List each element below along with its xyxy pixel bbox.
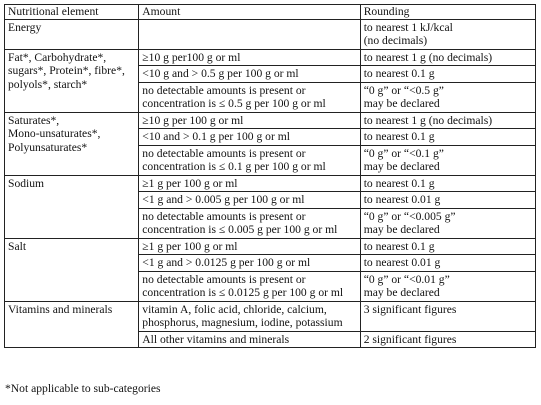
header-nutritional-element: Nutritional element (5, 5, 139, 20)
element-cell-saturates: Saturates*, Mono-unsaturates*, Polyunsaturates* (5, 112, 139, 175)
footnote: *Not applicable to sub-categories (5, 382, 161, 395)
element-cell-vitamins: Vitamins and minerals (5, 301, 139, 348)
nutrition-rounding-table (4, 4, 536, 348)
table-header-row (5, 5, 536, 20)
table-row (5, 301, 536, 331)
amount-cell: no detectable amounts is present or concentration is ≤ 0.0125 g per 100 g or ml (139, 271, 360, 301)
amount-cell: ≥1 g per 100 g or ml (139, 175, 360, 192)
rounding-cell: to nearest 1 g (no decimals) (360, 112, 535, 129)
amount-cell: <1 g and > 0.0125 g per 100 g or ml (139, 255, 360, 272)
rounding-cell: to nearest 0.1 g (360, 175, 535, 192)
rounding-cell: 2 significant figures (360, 331, 535, 348)
amount-cell: <10 and > 0.1 g per 100 g or ml (139, 129, 360, 146)
element-cell-sodium: Sodium (5, 175, 139, 238)
rounding-cell: 3 significant figures (360, 301, 535, 331)
header-rounding: Rounding (360, 5, 535, 20)
element-cell-fat: Fat*, Carbohydrate*, sugars*, Protein*, fibre*, polyols*, starch* (5, 49, 139, 112)
rounding-cell: to nearest 1 kJ/kcal (no decimals) (360, 19, 535, 49)
amount-cell: no detectable amounts is present or concentration is ≤ 0.5 g per 100 g or ml (139, 82, 360, 112)
element-cell-energy: Energy (5, 19, 139, 49)
table-row (5, 112, 536, 129)
amount-cell: <10 g and > 0.5 g per 100 g or ml (139, 66, 360, 83)
amount-cell: vitamin A, folic acid, chloride, calcium, phosphorus, magnesium, iodine, potassium (139, 301, 360, 331)
amount-cell: ≥10 g per100 g or ml (139, 49, 360, 66)
rounding-cell: to nearest 1 g (no decimals) (360, 49, 535, 66)
rounding-cell: to nearest 0.01 g (360, 192, 535, 209)
rounding-cell: to nearest 0.1 g (360, 129, 535, 146)
rounding-cell: “0 g” or “<0.1 g” may be declared (360, 145, 535, 175)
table-row (5, 19, 536, 49)
element-cell-salt: Salt (5, 238, 139, 301)
amount-cell: no detectable amounts is present or concentration is ≤ 0.1 g per 100 g or ml (139, 145, 360, 175)
rounding-cell: to nearest 0.01 g (360, 255, 535, 272)
rounding-cell: “0 g” or “<0.005 g” may be declared (360, 208, 535, 238)
amount-cell: ≥10 g per 100 g or ml (139, 112, 360, 129)
amount-cell: All other vitamins and minerals (139, 331, 360, 348)
rounding-cell: to nearest 0.1 g (360, 238, 535, 255)
table-row (5, 175, 536, 192)
header-amount: Amount (139, 5, 360, 20)
amount-cell: ≥1 g per 100 g or ml (139, 238, 360, 255)
table-row (5, 238, 536, 255)
amount-cell (139, 19, 360, 49)
amount-cell: <1 g and > 0.005 g per 100 g or ml (139, 192, 360, 209)
amount-cell: no detectable amounts is present or concentration is ≤ 0.005 g per 100 g or ml (139, 208, 360, 238)
rounding-cell: “0 g” or “<0.01 g” may be declared (360, 271, 535, 301)
table-row (5, 49, 536, 66)
rounding-cell: “0 g” or “<0.5 g” may be declared (360, 82, 535, 112)
rounding-cell: to nearest 0.1 g (360, 66, 535, 83)
